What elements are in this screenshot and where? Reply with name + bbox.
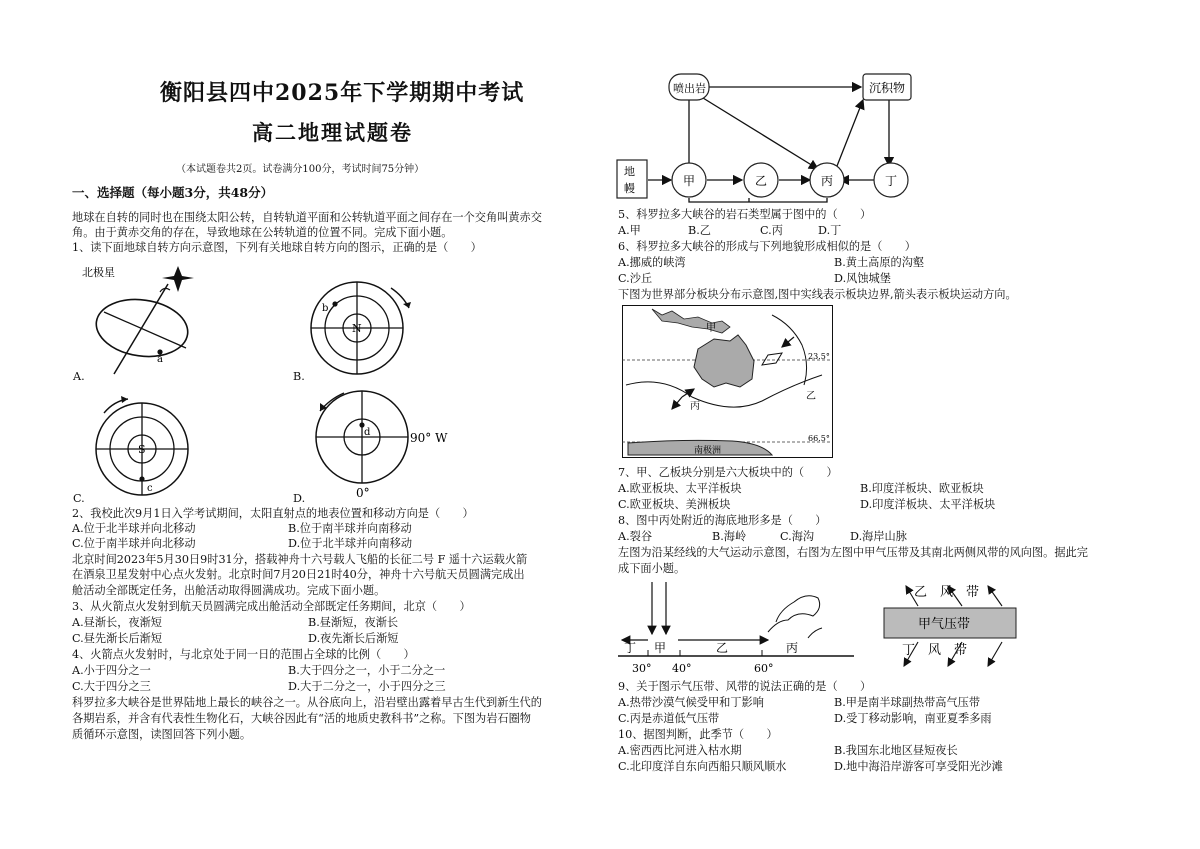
plate-yi-label: 乙	[806, 391, 816, 402]
q8-option-b: B.海岭	[712, 530, 747, 543]
point-bing-label: 丙	[690, 401, 700, 412]
question-5: 5、科罗拉多大峡谷的岩石类型属于图中的（ ）	[618, 208, 872, 221]
q10-option-d: D.地中海沿岸游客可享受阳光沙滩	[834, 760, 1003, 773]
q8-option-c: C.海沟	[780, 530, 815, 543]
q4-option-d: D.大于二分之一，小于四分之三	[288, 680, 446, 693]
passage-2-line-2: 在酒泉卫星发射中心点火发射。北京时间7月20日21时40分，神舟十六号航天员圆满完成出	[72, 568, 525, 581]
figure-1a	[82, 262, 210, 382]
q10-option-a: A.密西西比河进入枯水期	[618, 744, 742, 757]
question-2: 2、我校此次9月1日入学考试期间，太阳直射点的地表位置和移动方向是（ ）	[72, 507, 474, 520]
mantle-label-1: 地	[624, 165, 635, 178]
passage-2-line-3: 舱活动全部既定任务，出舱活动取得圆满成功。完成下面小题。	[72, 584, 386, 597]
q5-option-d: D.丁	[818, 224, 842, 237]
north-pole-label: N	[352, 322, 362, 335]
point-a-label: a	[157, 354, 163, 365]
q10-option-b: B.我国东北地区昼短夜长	[834, 744, 958, 757]
node-yi-label: 乙	[755, 174, 768, 188]
q2-option-c: C.位于南半球并向北移动	[72, 537, 196, 550]
q9-option-b: B.甲是南半球副热带高气压带	[834, 696, 981, 709]
paper-subtitle: 高二地理试题卷	[252, 120, 413, 145]
south-pole-label: S	[138, 443, 146, 456]
node-bing-label: 丙	[821, 174, 834, 188]
upper-wind-belt-label: 乙 风 带	[914, 585, 980, 600]
q6-option-d: D.风蚀城堡	[834, 272, 891, 285]
q4-option-c: C.大于四分之三	[72, 680, 151, 693]
question-10: 10、据图判断，此季节（ ）	[618, 728, 778, 741]
q3-option-c: C.昼先渐长后渐短	[72, 632, 163, 645]
option-b-label: B.	[293, 370, 305, 383]
question-7: 7、甲、乙板块分别是六大板块中的（ ）	[618, 466, 838, 479]
plate-map	[622, 305, 834, 460]
lat-30-label: 30°	[632, 662, 652, 675]
q7-option-d: D.印度洋板块、太平洋板块	[860, 498, 996, 511]
q2-option-a: A.位于北半球并向北移动	[72, 522, 196, 535]
option-d-label: D.	[293, 492, 306, 505]
question-1: 1、读下面地球自转方向示意图，下列有关地球自转方向的图示，正确的是（ ）	[72, 241, 482, 254]
wind-intro-line-1: 左图为沿某经线的大气运动示意图，右图为左图中甲气压带及其南北两侧风带的风向图。据此完	[618, 546, 1088, 559]
wind-yi-label: 乙	[716, 641, 729, 655]
q5-option-c: C.丙	[760, 224, 783, 237]
q5-option-a: A.甲	[618, 224, 641, 237]
node-jia-label: 甲	[683, 174, 696, 188]
wind-jia-label: 甲	[654, 641, 667, 655]
option-c-label: C.	[73, 492, 85, 505]
exam-note: （本试题卷共2页。试卷满分100分，考试时间75分钟）	[176, 164, 425, 175]
antarctica-label: 南极洲	[694, 446, 722, 456]
wind-intro-line-2: 成下面小题。	[618, 562, 686, 575]
q4-option-b: B.大于四分之一，小于二分之一	[288, 664, 446, 677]
q7-option-c: C.欧亚板块、美洲板块	[618, 498, 731, 511]
passage-2-line-1: 北京时间2023年5月30日9时31分，搭载神舟十六号载人飞船的长征二号 F 遥十六运载火箭	[72, 553, 528, 566]
q3-option-d: D.夜先渐长后渐短	[308, 632, 399, 645]
q6-option-c: C.沙丘	[618, 272, 653, 285]
q2-option-b: B.位于南半球并向南移动	[288, 522, 412, 535]
polaris-label: 北极星	[82, 266, 115, 279]
q4-option-a: A.小于四分之一	[72, 664, 151, 677]
q9-option-d: D.受丁移动影响，南亚夏季多雨	[834, 712, 992, 725]
option-a-label: A.	[73, 370, 85, 383]
q3-option-b: B.昼渐短，夜渐长	[308, 616, 399, 629]
pressure-belt-label: 甲气压带	[918, 617, 971, 632]
lat-66-label: 66.5°	[808, 434, 830, 443]
q8-option-d: D.海岸山脉	[850, 530, 907, 543]
figure-1c	[92, 397, 202, 497]
q6-option-a: A.挪威的峡湾	[618, 256, 686, 269]
section-heading: 一、选择题（每小题3分，共48分）	[72, 185, 274, 200]
question-6: 6、科罗拉多大峡谷的形成与下列地貌形成相似的是（ ）	[618, 240, 916, 253]
exam-title: 衡阳县四中2025年下学期期中考试	[160, 80, 525, 106]
question-3: 3、从火箭点火发射到航天员圆满完成出舱活动全部既定任务期间，北京（ ）	[72, 600, 471, 613]
rock-cycle-diagram	[615, 70, 925, 205]
q10-option-c: C.北印度洋自东向西船只顺风顺水	[618, 760, 787, 773]
node-ding-label: 丁	[885, 174, 898, 188]
q3-option-a: A.昼渐长，夜渐短	[72, 616, 162, 629]
extrusive-rock-label: 喷出岩	[673, 82, 706, 95]
q8-option-a: A.裂谷	[618, 530, 653, 543]
passage-3-line-1: 科罗拉多大峡谷是世界陆地上最长的峡谷之一。从谷底向上，沿岩壁出露着早古生代到新生代的	[72, 696, 542, 709]
q2-option-d: D.位于北半球并向南移动	[288, 537, 413, 550]
q5-option-b: B.乙	[688, 224, 711, 237]
lat-23-label: 23.5°	[808, 352, 830, 361]
passage-3-line-3: 质循环示意图，读图回答下列小题。	[72, 728, 252, 741]
q7-option-a: A.欧亚板块、太平洋板块	[618, 482, 742, 495]
longitude-0-label: 0°	[356, 486, 370, 500]
q6-option-b: B.黄土高原的沟壑	[834, 256, 925, 269]
q9-option-c: C.丙是赤道低气压带	[618, 712, 720, 725]
point-c-label: c	[147, 483, 153, 494]
question-9: 9、关于图示气压带、风带的说法正确的是（ ）	[618, 680, 872, 693]
lat-60-label: 60°	[754, 662, 774, 675]
q9-option-a: A.热带沙漠气候受甲和丁影响	[618, 696, 764, 709]
lat-40-label: 40°	[672, 662, 692, 675]
point-b-label: b	[322, 303, 329, 314]
point-d-label: d	[364, 427, 371, 438]
wind-bing-label: 丙	[786, 641, 799, 655]
plate-jia-label: 甲	[706, 323, 716, 334]
wind-belt-figure	[618, 580, 1038, 680]
longitude-90w-label: 90° W	[410, 431, 448, 445]
q7-option-b: B.印度洋板块、欧亚板块	[860, 482, 984, 495]
sediment-label: 沉积物	[869, 81, 906, 95]
intro-line-2: 角。由于黄赤交角的存在，导致地球在公转轨道的位置不同。完成下面小题。	[72, 226, 453, 239]
figure-1b	[305, 280, 415, 380]
question-4: 4、火箭点火发射时，与北京处于同一日的范围占全球的比例（ ）	[72, 648, 415, 661]
wind-ding-label: 丁	[624, 641, 637, 655]
passage-3-line-2: 各期岩系，并含有代表性生物化石，大峡谷因此有“活的地质史教科书”之称。下图为岩石圈物	[72, 712, 531, 725]
mantle-label-2: 幔	[624, 182, 635, 195]
lower-wind-belt-label: 丁 风 带	[902, 643, 968, 658]
intro-line-1: 地球在自转的同时也在围绕太阳公转，自转轨道平面和公转轨道平面之间存在一个交角叫黄赤交	[72, 211, 542, 224]
figure-1d	[310, 385, 470, 500]
question-8: 8、图中丙处附近的海底地形多是（ ）	[618, 514, 827, 527]
plates-intro: 下图为世界部分板块分布示意图,图中实线表示板块边界,箭头表示板块运动方向。	[618, 288, 1017, 301]
